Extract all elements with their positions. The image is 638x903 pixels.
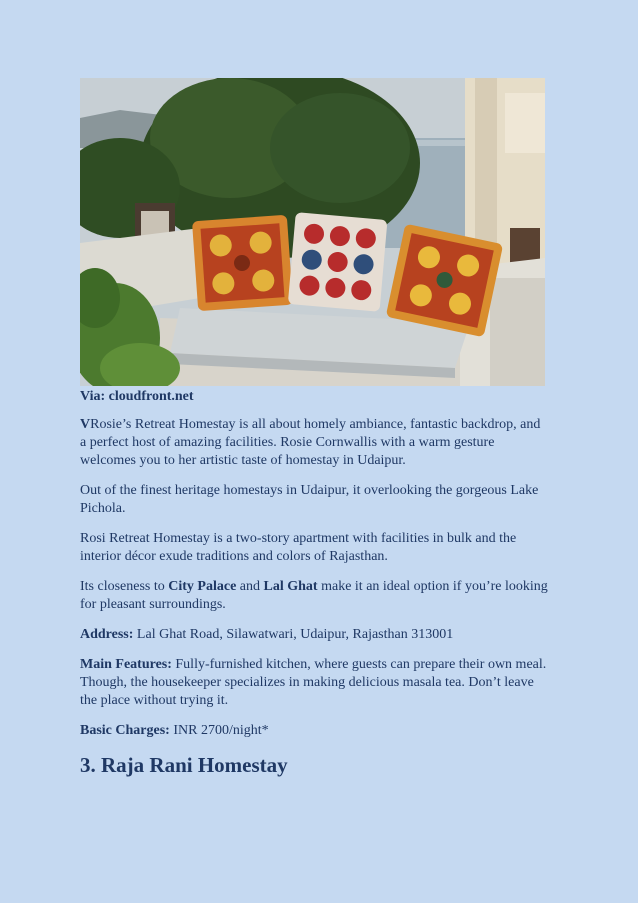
features-value: Fully-furnished kitchen, where guests can prepare their own meal. Though, the housekeeper specializes in making delicious masala tea. Don’t leave the place without trying it. [80,657,547,708]
heritage-paragraph: Out of the finest heritage homestays in Udaipur, it overlooking the gorgeous Lake Pichola. [80,483,539,516]
terrace-with-cushions-image [80,78,545,386]
lal-ghat-text: Lal Ghat [263,579,318,594]
location-paragraph: Its closeness to City Palace and Lal Ghat make it an ideal option if you’re looking for pleasant surroundings. [80,579,548,612]
section-heading: 3. Raja Rani Homestay [80,753,288,777]
charges-line [80,722,550,740]
apartment-paragraph: Rosi Retreat Homestay is a two-story apartment with facilities in bulk and the interior décor exude traditions and colors of Rajasthan. [80,531,517,564]
address-value: Lal Ghat Road, Silawatwari, Udaipur, Rajasthan 313001 [133,627,454,642]
intro-paragraph: VRosie’s Retreat Homestay is all about homely ambiance, fantastic backdrop, and a perfect host of amazing facilities. Rosie Cornwallis with a warm gesture welcomes you to her artistic taste of homestay in Udaipur. [80,417,541,468]
features-paragraph [80,656,550,710]
article-body [80,388,550,778]
image-caption: Via: cloudfront.net [80,389,194,404]
homestay-photo [80,78,545,386]
address-line [80,626,550,644]
charges-value: INR 2700/night* [169,723,269,738]
charges-label: Basic Charges: [80,723,170,738]
city-palace-text: City Palace [168,579,237,594]
lead-letter: V [80,417,91,432]
address-label: Address: [80,627,134,642]
features-label: Main Features: [80,657,172,672]
